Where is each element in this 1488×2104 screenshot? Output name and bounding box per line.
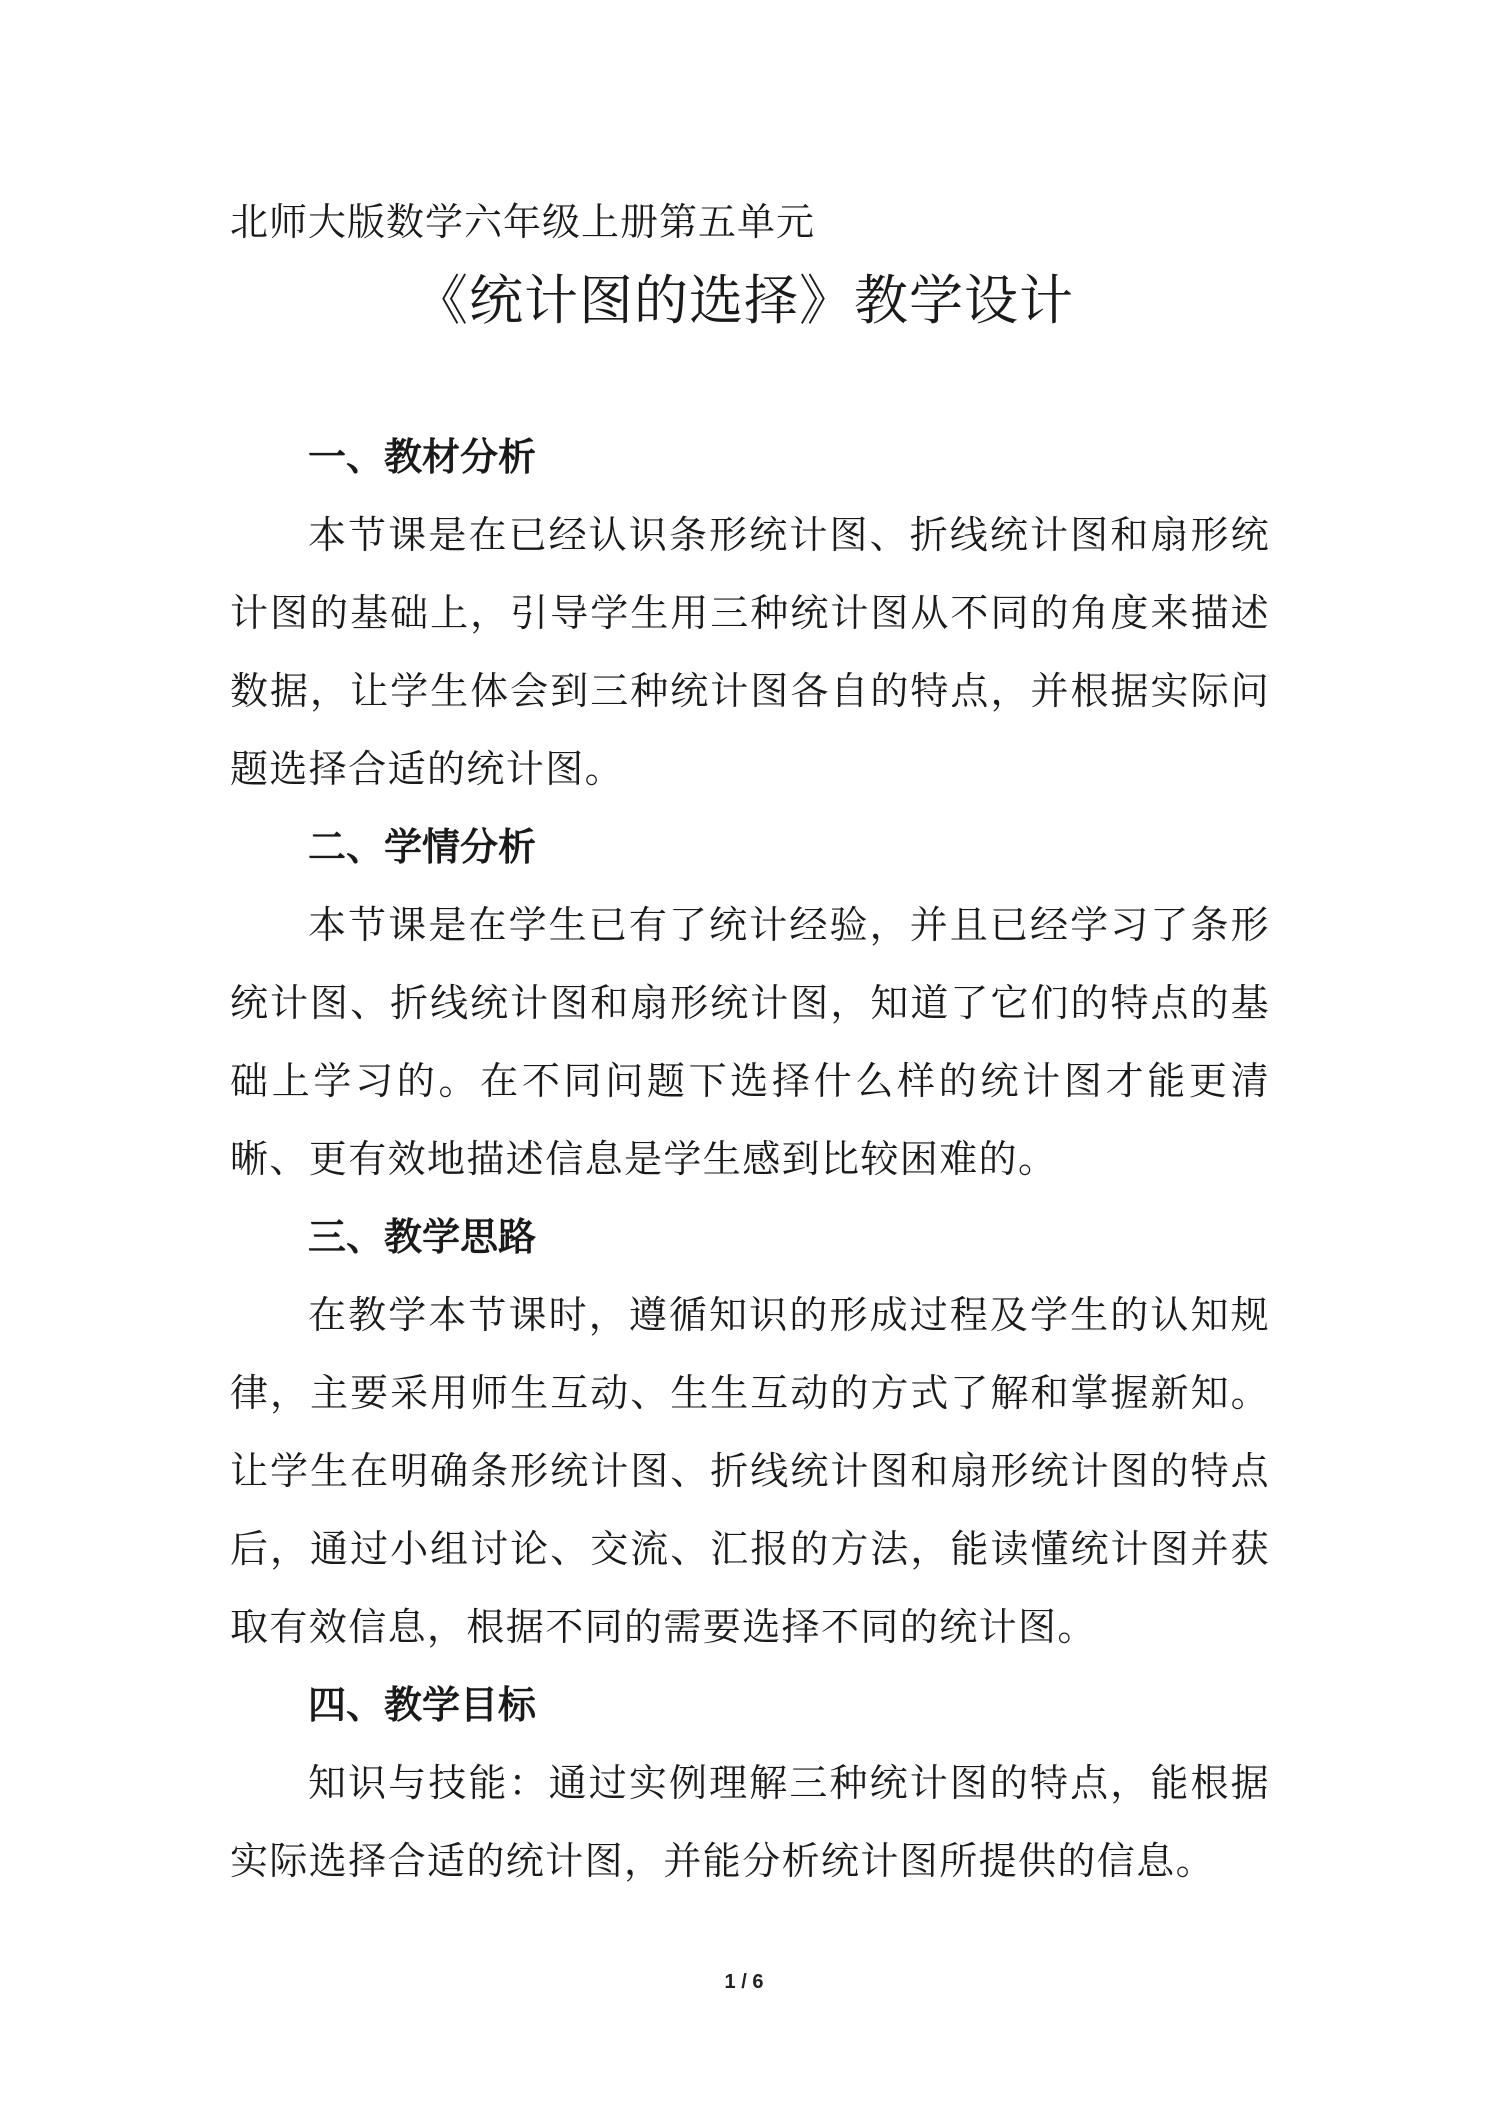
document-title: 《统计图的选择》教学设计 xyxy=(414,269,1074,332)
section-heading: 三、教学思路 xyxy=(308,1215,537,1259)
page-number: 1 / 6 xyxy=(724,1971,764,1993)
section-student-analysis xyxy=(230,808,1270,1198)
section-textbook-analysis xyxy=(230,418,1270,808)
document-body xyxy=(230,418,1270,1900)
section-paragraph: 知识与技能：通过实例理解三种统计图的特点，能根据实际选择合适的统计图，并能分析统计图所提供的信息。 xyxy=(230,1761,1270,1883)
section-heading: 二、学情分析 xyxy=(308,825,537,869)
section-heading: 四、教学目标 xyxy=(308,1683,537,1727)
section-heading: 一、教材分析 xyxy=(308,435,537,479)
section-paragraph: 本节课是在已经认识条形统计图、折线统计图和扇形统计图的基础上，引导学生用三种统计图从不同的角度来描述数据，让学生体会到三种统计图各自的特点，并根据实际问题选择合适的统计图。 xyxy=(230,513,1270,791)
series-subtitle: 北师大版数学六年级上册第五单元 xyxy=(230,200,816,244)
section-teaching-objectives xyxy=(230,1666,1270,1900)
section-teaching-approach xyxy=(230,1198,1270,1666)
section-paragraph: 本节课是在学生已有了统计经验，并且已经学习了条形统计图、折线统计图和扇形统计图，知道了它们的特点的基础上学习的。在不同问题下选择什么样的统计图才能更清晰、更有效地描述信息是学生感到比较困难的。 xyxy=(230,903,1270,1181)
section-paragraph: 在教学本节课时，遵循知识的形成过程及学生的认知规律，主要采用师生互动、生生互动的方式了解和掌握新知。让学生在明确条形统计图、折线统计图和扇形统计图的特点后，通过小组讨论、交流、汇报的方法，能读懂统计图并获取有效信息，根据不同的需要选择不同的统计图。 xyxy=(230,1293,1270,1649)
